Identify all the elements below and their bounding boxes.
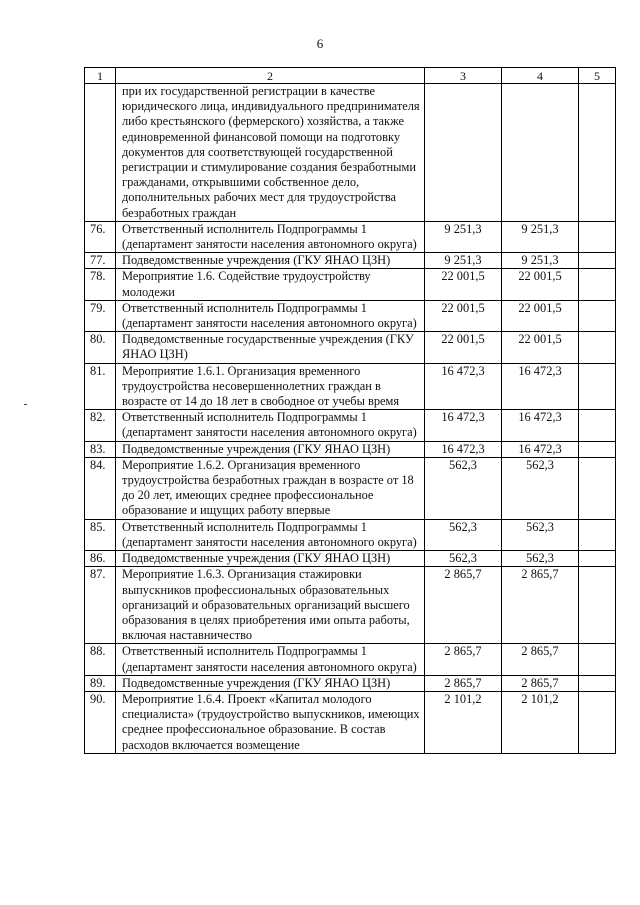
row-number: 83. bbox=[85, 441, 116, 457]
row-value-col4: 16 472,3 bbox=[502, 441, 579, 457]
row-value-col5 bbox=[579, 363, 616, 410]
row-value-col4: 22 001,5 bbox=[502, 332, 579, 363]
budget-table bbox=[84, 67, 616, 754]
row-value-col5 bbox=[579, 253, 616, 269]
row-value-col5 bbox=[579, 457, 616, 519]
row-value-col4: 2 865,7 bbox=[502, 644, 579, 675]
row-number: 85. bbox=[85, 519, 116, 550]
margin-mark bbox=[24, 404, 27, 405]
row-value-col4: 562,3 bbox=[502, 519, 579, 550]
table-row bbox=[85, 363, 616, 410]
row-value-col3: 2 865,7 bbox=[425, 644, 502, 675]
row-number bbox=[85, 84, 116, 222]
row-number: 89. bbox=[85, 675, 116, 691]
row-value-col5 bbox=[579, 519, 616, 550]
row-value-col4: 22 001,5 bbox=[502, 300, 579, 331]
row-description: Ответственный исполнитель Подпрограммы 1 (департамент занятости населения автономного округа) bbox=[116, 644, 425, 675]
row-value-col3: 2 101,2 bbox=[425, 691, 502, 753]
header-col-1: 1 bbox=[85, 68, 116, 84]
row-description: Мероприятие 1.6.2. Организация временного трудоустройства безработных граждан в возрасте от 18 до 20 лет, имеющих среднее профессиональное образование и ищущих работу впервые bbox=[116, 457, 425, 519]
row-value-col4 bbox=[502, 84, 579, 222]
header-col-3: 3 bbox=[425, 68, 502, 84]
table-row bbox=[85, 551, 616, 567]
row-value-col5 bbox=[579, 269, 616, 300]
row-value-col4: 16 472,3 bbox=[502, 410, 579, 441]
row-description: Подведомственные учреждения (ГКУ ЯНАО ЦЗН) bbox=[116, 675, 425, 691]
row-value-col3: 562,3 bbox=[425, 551, 502, 567]
row-value-col5 bbox=[579, 675, 616, 691]
table-row bbox=[85, 675, 616, 691]
row-description: Ответственный исполнитель Подпрограммы 1 (департамент занятости населения автономного округа) bbox=[116, 519, 425, 550]
table-row bbox=[85, 441, 616, 457]
table-row bbox=[85, 300, 616, 331]
row-value-col3: 562,3 bbox=[425, 457, 502, 519]
table-row bbox=[85, 332, 616, 363]
table-row bbox=[85, 410, 616, 441]
row-value-col3: 9 251,3 bbox=[425, 221, 502, 252]
row-description: при их государственной регистрации в качестве юридического лица, индивидуального предпринимателя либо крестьянского (фермерского) хозяйства, а также единовременной финансовой помощи на подготовку документов для соответствующей государственной регистрации и стимулирование создания безработными гражданами, открывшими собственное дело, дополнительных рабочих мест для трудоустройства безработных граждан bbox=[116, 84, 425, 222]
row-description: Мероприятие 1.6.3. Организация стажировки выпускников профессиональных образовательных организаций и образовательных организаций высшего образования в целях приобретения ими опыта работы, включая наставничество bbox=[116, 567, 425, 644]
row-value-col3: 16 472,3 bbox=[425, 363, 502, 410]
row-value-col3: 16 472,3 bbox=[425, 410, 502, 441]
row-value-col4: 562,3 bbox=[502, 551, 579, 567]
row-description: Ответственный исполнитель Подпрограммы 1 (департамент занятости населения автономного округа) bbox=[116, 221, 425, 252]
row-number: 82. bbox=[85, 410, 116, 441]
row-value-col3: 2 865,7 bbox=[425, 567, 502, 644]
row-value-col3: 22 001,5 bbox=[425, 300, 502, 331]
row-value-col4: 2 865,7 bbox=[502, 567, 579, 644]
row-number: 76. bbox=[85, 221, 116, 252]
row-value-col4: 2 865,7 bbox=[502, 675, 579, 691]
row-description: Ответственный исполнитель Подпрограммы 1 (департамент занятости населения автономного округа) bbox=[116, 300, 425, 331]
row-value-col3: 562,3 bbox=[425, 519, 502, 550]
row-description: Подведомственные учреждения (ГКУ ЯНАО ЦЗН) bbox=[116, 253, 425, 269]
header-col-2: 2 bbox=[116, 68, 425, 84]
row-description: Мероприятие 1.6.4. Проект «Капитал молодого специалиста» (трудоустройство выпускников, имеющих среднее профессиональное образование. В состав расходов включается возмещение bbox=[116, 691, 425, 753]
row-value-col5 bbox=[579, 410, 616, 441]
row-value-col3: 22 001,5 bbox=[425, 332, 502, 363]
row-number: 88. bbox=[85, 644, 116, 675]
row-value-col3: 22 001,5 bbox=[425, 269, 502, 300]
header-col-5: 5 bbox=[579, 68, 616, 84]
table-row bbox=[85, 84, 616, 222]
row-number: 87. bbox=[85, 567, 116, 644]
row-number: 84. bbox=[85, 457, 116, 519]
row-value-col4: 562,3 bbox=[502, 457, 579, 519]
header-col-4: 4 bbox=[502, 68, 579, 84]
row-number: 90. bbox=[85, 691, 116, 753]
row-value-col5 bbox=[579, 300, 616, 331]
row-value-col5 bbox=[579, 551, 616, 567]
row-number: 80. bbox=[85, 332, 116, 363]
row-value-col5 bbox=[579, 221, 616, 252]
row-value-col3 bbox=[425, 84, 502, 222]
row-description: Ответственный исполнитель Подпрограммы 1 (департамент занятости населения автономного округа) bbox=[116, 410, 425, 441]
row-value-col5 bbox=[579, 441, 616, 457]
row-number: 86. bbox=[85, 551, 116, 567]
row-number: 77. bbox=[85, 253, 116, 269]
table-body bbox=[85, 84, 616, 754]
table-row bbox=[85, 644, 616, 675]
row-value-col4: 9 251,3 bbox=[502, 221, 579, 252]
row-description: Подведомственные учреждения (ГКУ ЯНАО ЦЗН) bbox=[116, 551, 425, 567]
table-row bbox=[85, 253, 616, 269]
row-description: Подведомственные государственные учреждения (ГКУ ЯНАО ЦЗН) bbox=[116, 332, 425, 363]
row-number: 79. bbox=[85, 300, 116, 331]
header-row bbox=[85, 68, 616, 84]
row-value-col3: 9 251,3 bbox=[425, 253, 502, 269]
table-row bbox=[85, 221, 616, 252]
table-row bbox=[85, 567, 616, 644]
row-value-col5 bbox=[579, 332, 616, 363]
row-value-col5 bbox=[579, 84, 616, 222]
table-row bbox=[85, 691, 616, 753]
row-value-col5 bbox=[579, 567, 616, 644]
row-value-col5 bbox=[579, 691, 616, 753]
row-value-col5 bbox=[579, 644, 616, 675]
row-number: 78. bbox=[85, 269, 116, 300]
row-value-col3: 2 865,7 bbox=[425, 675, 502, 691]
row-value-col4: 9 251,3 bbox=[502, 253, 579, 269]
row-value-col4: 16 472,3 bbox=[502, 363, 579, 410]
row-value-col3: 16 472,3 bbox=[425, 441, 502, 457]
row-value-col4: 22 001,5 bbox=[502, 269, 579, 300]
row-description: Мероприятие 1.6. Содействие трудоустройству молодежи bbox=[116, 269, 425, 300]
table-row bbox=[85, 519, 616, 550]
row-number: 81. bbox=[85, 363, 116, 410]
table-row bbox=[85, 457, 616, 519]
row-description: Подведомственные учреждения (ГКУ ЯНАО ЦЗН) bbox=[116, 441, 425, 457]
row-description: Мероприятие 1.6.1. Организация временного трудоустройства несовершеннолетних граждан в возрасте от 14 до 18 лет в свободное от учебы время bbox=[116, 363, 425, 410]
row-value-col4: 2 101,2 bbox=[502, 691, 579, 753]
table-row bbox=[85, 269, 616, 300]
page-number: 6 bbox=[316, 36, 324, 51]
